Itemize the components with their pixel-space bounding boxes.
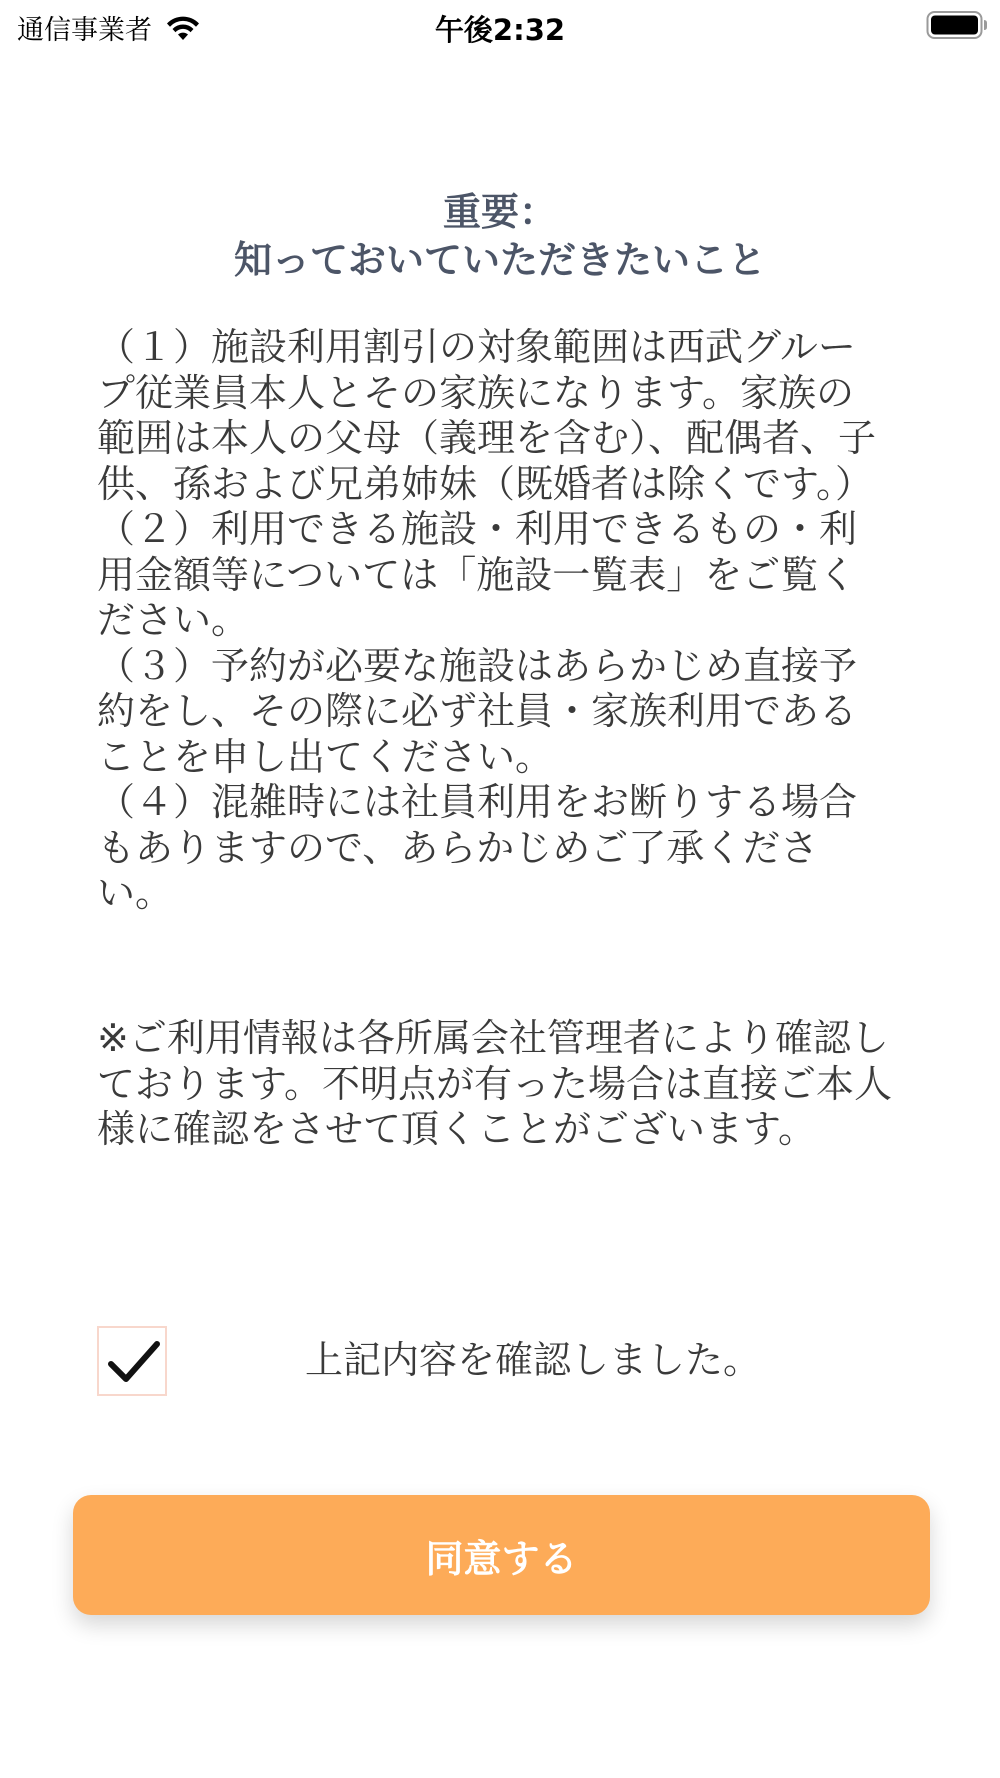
notice-footnote: ※ご利用情報は各所属会社管理者により確認しております。不明点が有った場合は直接ご本人様に確認をさせて頂くことがございます。 [97, 1016, 892, 1151]
title-line-1: 重要： [442, 190, 557, 234]
confirm-label: 上記内容を確認しました。 [305, 1338, 762, 1382]
notice-item-2: （２）利用できる施設・利用できるもの・利用金額等については「施設一覧表」をご覧ください。 [97, 507, 858, 642]
agree-button[interactable] [73, 1495, 930, 1615]
notice-item-1: （１）施設利用割引の対象範囲は西武グループ従業員本人とその家族になります。家族の範囲は本人の父母（義理を含む）、配偶者、子供、孫および兄弟姉妹（既婚者は除くです。） [97, 325, 877, 506]
title-line-2: 知っておいていただきたいこと [233, 238, 766, 282]
battery-icon [926, 10, 988, 40]
status-bar [0, 0, 1000, 54]
carrier-name: 通信事業者 [17, 15, 152, 46]
confirm-checkbox[interactable] [97, 1326, 167, 1396]
agree-button-label: 同意する [425, 1536, 578, 1581]
notice-item-3: （３）予約が必要な施設はあらかじめ直接予約をし、その際に必ず社員・家族利用であることを申し出てください。 [97, 643, 858, 779]
notice-item-4: （４）混雑時には社員利用をお断りする場合もありますので、あらかじめご了承ください。 [97, 780, 858, 915]
notice-list [97, 325, 889, 917]
status-time: 午後2:32 [434, 13, 566, 47]
page-title [0, 188, 1000, 284]
check-icon [107, 1338, 161, 1386]
